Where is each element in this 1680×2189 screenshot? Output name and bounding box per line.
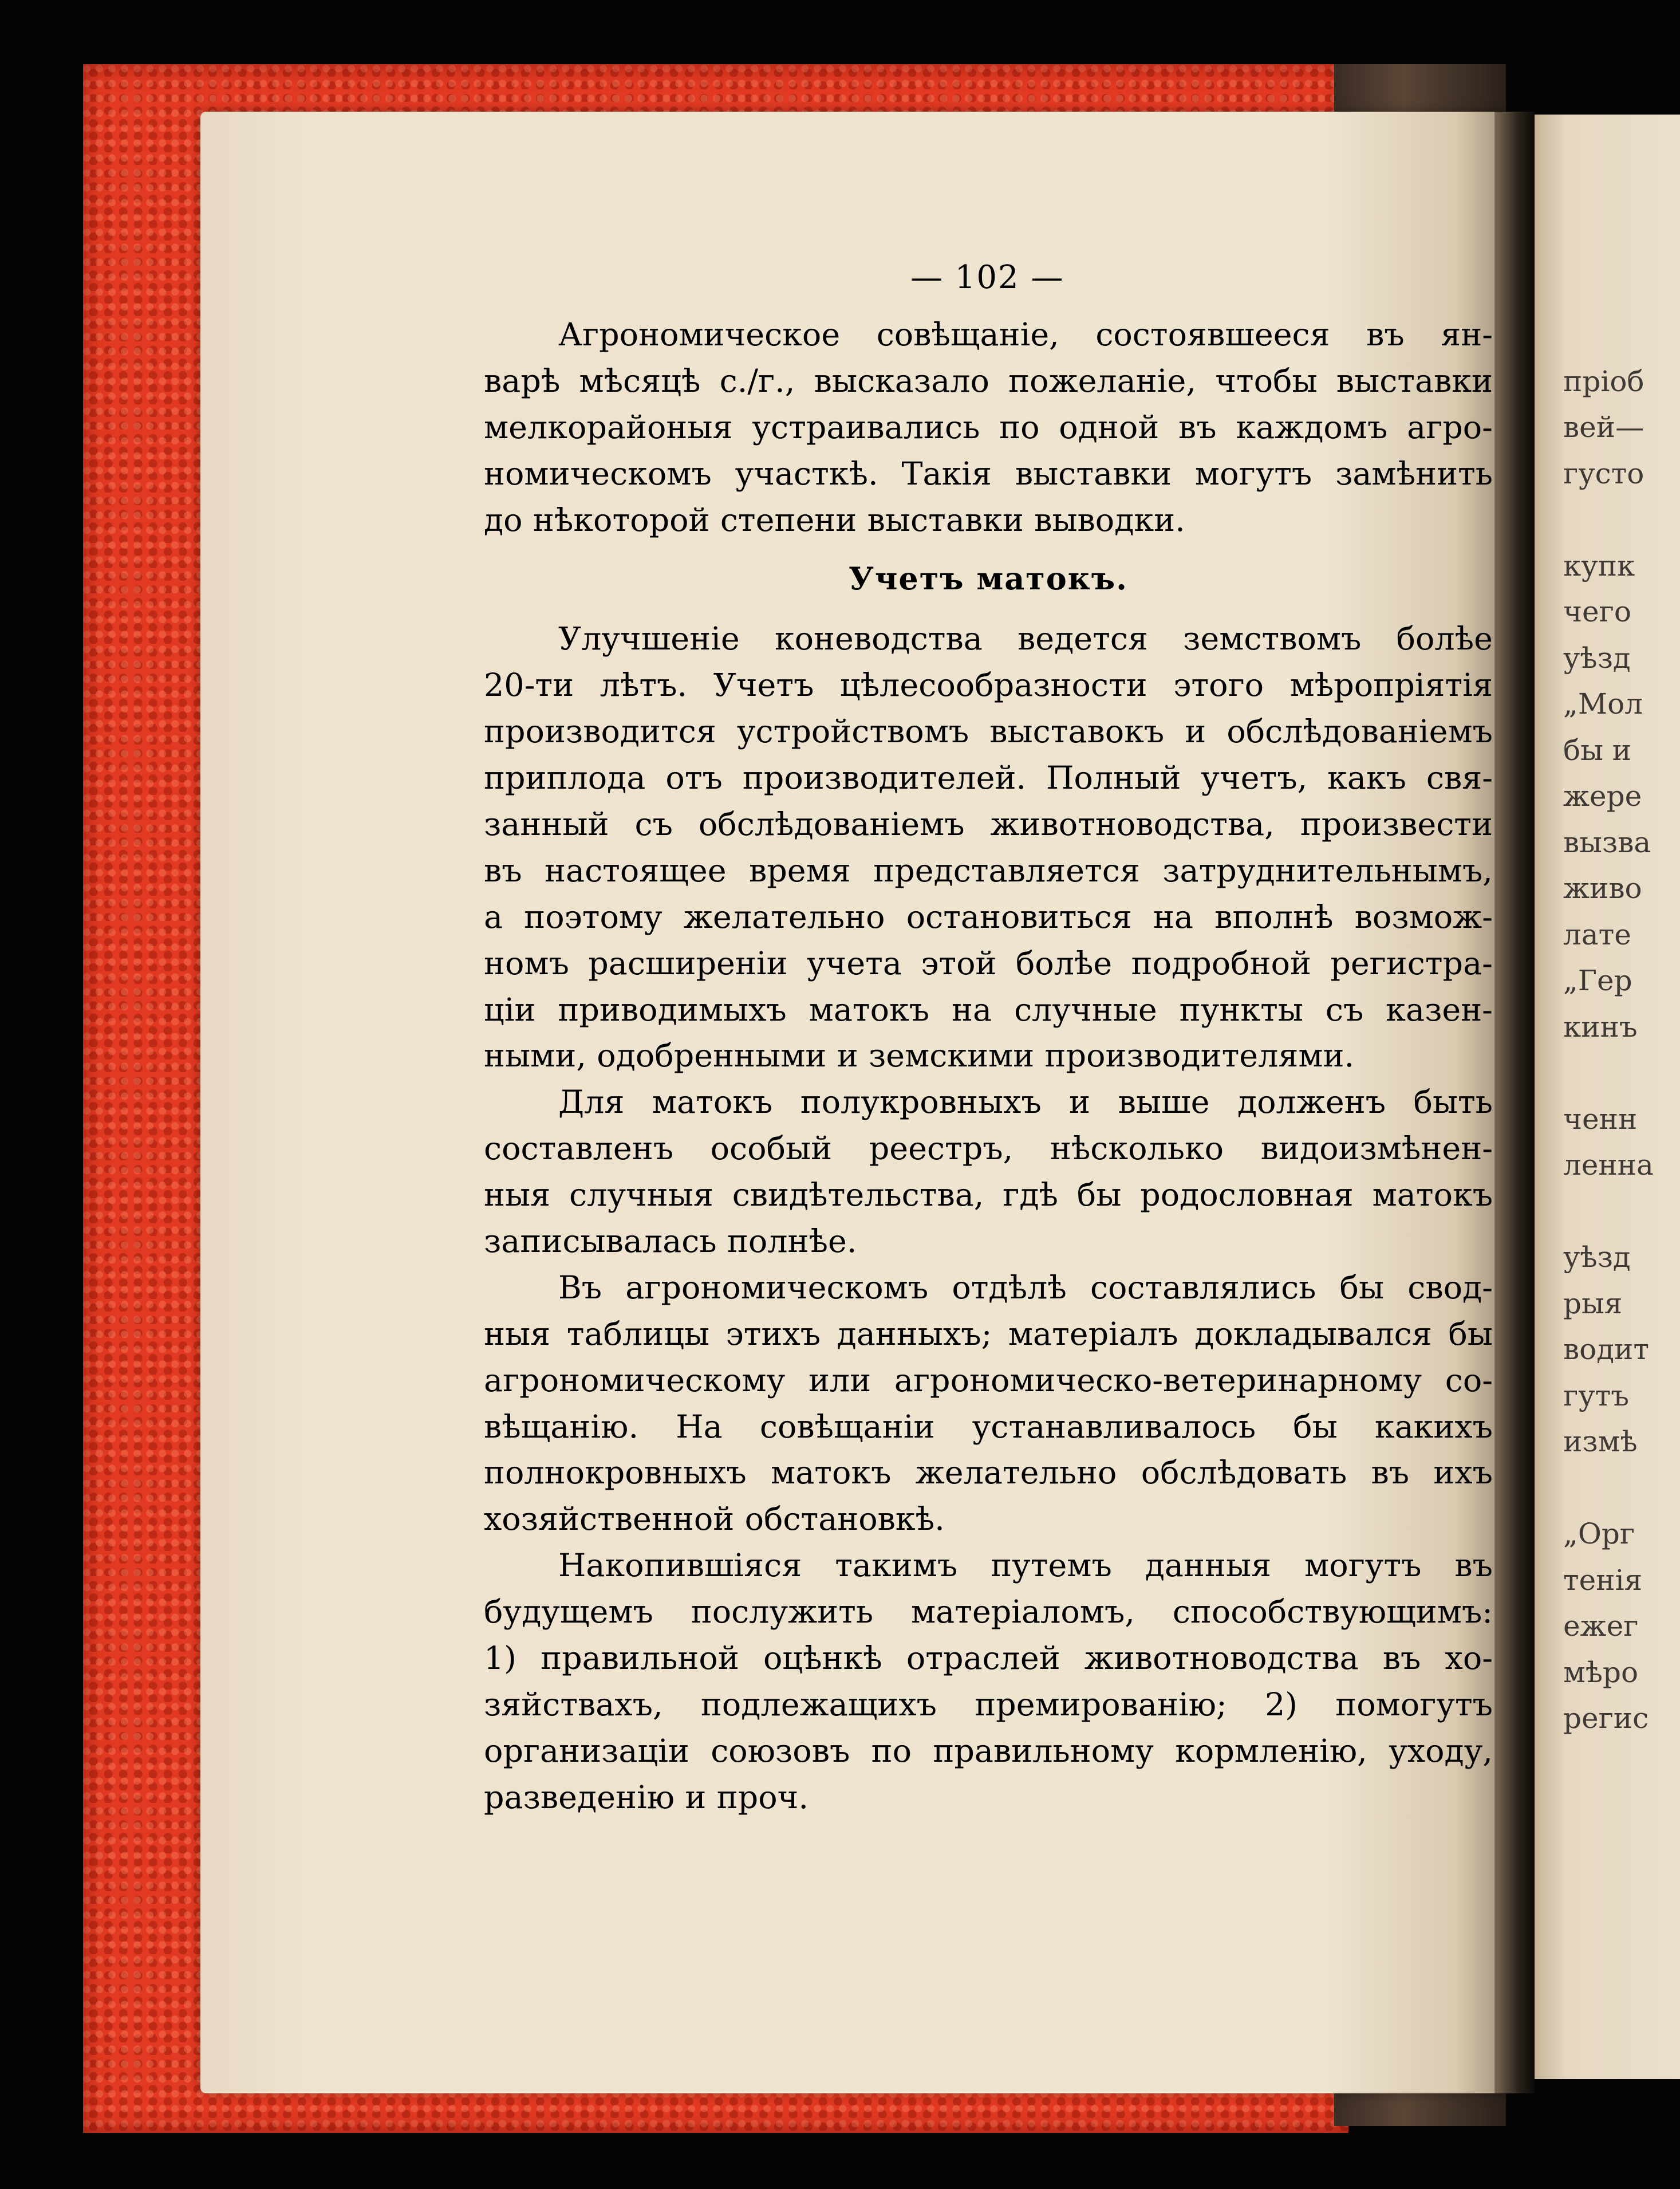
text-line: Накопившіяся такимъ путемъ данныя могутъ въ	[558, 1547, 1493, 1585]
facing-page	[1529, 115, 1680, 2079]
text-line: мелкорайоныя устраивались по одной въ каждомъ агро-	[484, 408, 1493, 446]
text-line: составленъ особый реестръ, нѣсколько видоизмѣнен-	[484, 1130, 1493, 1168]
text-line: приплода отъ производителей. Полный учетъ, какъ свя-	[484, 759, 1493, 797]
text-line: номъ расширеніи учета этой болѣе подробной регистра-	[484, 944, 1493, 982]
text-line: занный съ обслѣдованіемъ животноводства, произвести	[484, 806, 1493, 844]
text-line: ныя таблицы этихъ данныхъ; матеріалъ докладывался бы	[484, 1315, 1493, 1353]
facing-page-line: уѣзд	[1563, 641, 1631, 675]
facing-page-line: густо	[1563, 456, 1644, 490]
text-line: 20-ти лѣтъ. Учетъ цѣлесообразности этого мѣропріятія	[484, 667, 1493, 704]
section-heading: Учетъ матокъ.	[849, 560, 1128, 597]
facing-page-line: лате	[1563, 918, 1631, 951]
text-line: Въ агрономическомъ отдѣлѣ составлялись бы свод-	[558, 1269, 1493, 1306]
text-line: Агрономическое совѣщаніе, состоявшееся въ ян-	[558, 316, 1493, 353]
facing-page-line: чего	[1563, 595, 1631, 628]
facing-page-line: „Гер	[1563, 964, 1632, 997]
text-line: вѣщанію. На совѣщаніи устанавливалось бы какихъ	[484, 1408, 1493, 1446]
text-line: ціи приводимыхъ матокъ на случные пункты съ казен-	[484, 991, 1493, 1029]
page-text	[484, 312, 1493, 1821]
facing-page-line: рыя	[1563, 1286, 1623, 1320]
text-line: производится устройствомъ выставокъ и обслѣдованіемъ	[484, 713, 1493, 751]
text-line: до нѣкоторой степени выставки выводки.	[484, 501, 1185, 539]
text-line: организаціи союзовъ по правильному кормленію, уходу,	[484, 1732, 1493, 1770]
text-line: номическомъ участкѣ. Такія выставки могутъ замѣнить	[484, 455, 1493, 493]
text-line: записывалась полнѣе.	[484, 1223, 857, 1261]
text-line: хозяйственной обстановкѣ.	[484, 1501, 945, 1538]
facing-page-line: вызва	[1563, 825, 1651, 859]
facing-page-line: купк	[1563, 549, 1635, 582]
text-line: будущемъ послужить матеріаломъ, способствующимъ:	[484, 1593, 1493, 1631]
facing-page-line: водит	[1563, 1333, 1650, 1366]
text-line: зяйствахъ, подлежащихъ премированію; 2) помогутъ	[484, 1686, 1493, 1723]
text-line: ныя случныя свидѣтельства, гдѣ бы родословная матокъ	[484, 1176, 1493, 1214]
facing-page-line: „Орг	[1563, 1517, 1635, 1550]
facing-page-line: бы и	[1563, 733, 1632, 767]
facing-page-line: живо	[1563, 872, 1642, 905]
facing-page-line: мѣро	[1563, 1655, 1639, 1689]
facing-page-line: ченн	[1563, 1102, 1638, 1136]
facing-page-line: вей—	[1563, 411, 1644, 444]
paragraph-2	[484, 616, 1493, 1080]
text-line: разведенію и проч.	[484, 1778, 809, 1816]
facing-page-line: ежег	[1563, 1609, 1639, 1643]
facing-page-line: гутъ	[1563, 1379, 1630, 1412]
facing-page-line: „Мол	[1563, 687, 1643, 721]
facing-page-line: тенія	[1563, 1563, 1643, 1597]
paragraph-1	[484, 312, 1493, 544]
facing-page-line: регис	[1563, 1702, 1649, 1735]
facing-page-line: кинъ	[1563, 1010, 1638, 1044]
facing-page-line: уѣзд	[1563, 1241, 1631, 1274]
page-gutter	[1494, 112, 1535, 2093]
text-line: полнокровныхъ матокъ желательно обслѣдовать въ ихъ	[484, 1454, 1493, 1492]
facing-page-line: пріоб	[1563, 364, 1644, 398]
text-line: 1) правильной оцѣнкѣ отраслей животноводства въ хо-	[484, 1640, 1493, 1678]
text-line: агрономическому или агрономическо-ветеринарному со-	[484, 1361, 1493, 1399]
text-line: въ настоящее время представляется затруднительнымъ,	[484, 852, 1493, 889]
facing-page-line: измѣ	[1563, 1425, 1638, 1458]
text-line: Для матокъ полукровныхъ и выше долженъ быть	[558, 1084, 1493, 1121]
paragraph-5	[484, 1543, 1493, 1821]
text-line: варѣ мѣсяцѣ с./г., высказало пожеланіе, чтобы выставки	[484, 362, 1493, 400]
facing-page-line: жере	[1563, 779, 1642, 813]
paragraph-4	[484, 1265, 1493, 1543]
paragraph-3	[484, 1080, 1493, 1265]
page-number: — 102 —	[910, 259, 1064, 296]
facing-page-line: ленна	[1563, 1148, 1654, 1182]
text-line: ными, одобренными и земскими производителями.	[484, 1037, 1355, 1075]
text-line: Улучшеніе коневодства ведется земствомъ болѣе	[558, 620, 1493, 658]
text-line: а поэтому желательно остановиться на вполнѣ возмож-	[484, 898, 1493, 936]
